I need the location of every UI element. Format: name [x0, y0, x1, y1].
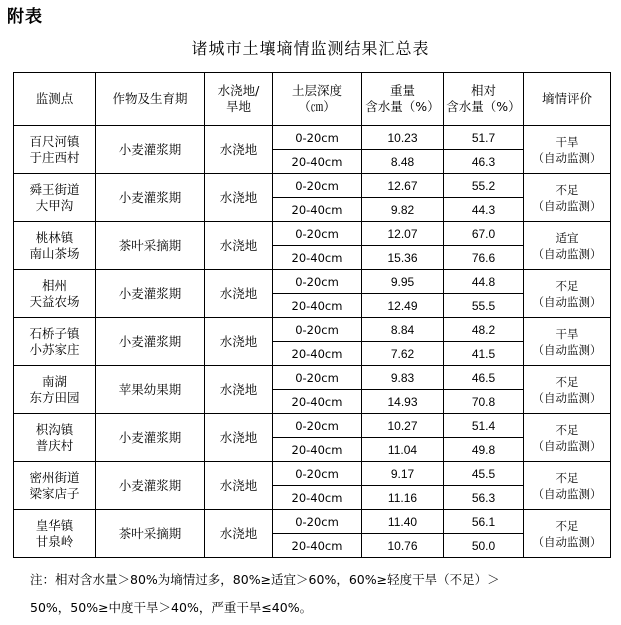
- relative-moisture-cell: 46.3: [444, 150, 524, 174]
- document-title: 诸城市土壤墒情监测结果汇总表: [191, 39, 430, 58]
- table-row: [14, 174, 611, 198]
- depth-cell: 0-20cm: [273, 510, 362, 534]
- crop-cell: 小麦灌浆期: [96, 318, 205, 366]
- depth-cell: 0-20cm: [273, 414, 362, 438]
- irrigation-cell: 水浇地: [205, 270, 273, 318]
- relative-moisture-cell: 46.5: [444, 366, 524, 390]
- footnote-line-1: 注：相对含水量＞80%为墒情过多，80%≥适宜＞60%，60%≥轻度干旱（不足）＞: [30, 572, 500, 587]
- weight-moisture-cell: 8.84: [362, 318, 444, 342]
- relative-moisture-cell: 55.2: [444, 174, 524, 198]
- depth-cell: 20-40cm: [273, 390, 362, 414]
- site-cell: 皇华镇 甘泉岭: [14, 510, 96, 558]
- site-cell: 相州 天益农场: [14, 270, 96, 318]
- weight-moisture-cell: 12.07: [362, 222, 444, 246]
- weight-moisture-cell: 12.49: [362, 294, 444, 318]
- header-irrigation: 水浇地/ 旱地: [205, 73, 273, 126]
- depth-cell: 20-40cm: [273, 198, 362, 222]
- weight-moisture-cell: 9.83: [362, 366, 444, 390]
- irrigation-cell: 水浇地: [205, 510, 273, 558]
- table-row: [14, 270, 611, 294]
- weight-moisture-cell: 10.27: [362, 414, 444, 438]
- table-row: [14, 462, 611, 486]
- evaluation-cell: 不足 （自动监测）: [524, 414, 611, 462]
- weight-moisture-cell: 10.23: [362, 126, 444, 150]
- relative-moisture-cell: 41.5: [444, 342, 524, 366]
- relative-moisture-cell: 50.0: [444, 534, 524, 558]
- depth-cell: 20-40cm: [273, 534, 362, 558]
- depth-cell: 0-20cm: [273, 462, 362, 486]
- weight-moisture-cell: 11.40: [362, 510, 444, 534]
- crop-cell: 小麦灌浆期: [96, 270, 205, 318]
- evaluation-cell: 不足 （自动监测）: [524, 366, 611, 414]
- depth-cell: 20-40cm: [273, 438, 362, 462]
- weight-moisture-cell: 11.16: [362, 486, 444, 510]
- relative-moisture-cell: 56.1: [444, 510, 524, 534]
- depth-cell: 20-40cm: [273, 150, 362, 174]
- weight-moisture-cell: 9.17: [362, 462, 444, 486]
- weight-moisture-cell: 7.62: [362, 342, 444, 366]
- table-row: [14, 510, 611, 534]
- table-row: [14, 222, 611, 246]
- site-cell: 密州街道 梁家店子: [14, 462, 96, 510]
- crop-cell: 小麦灌浆期: [96, 462, 205, 510]
- header-crop: 作物及生育期: [96, 73, 205, 126]
- site-cell: 桃林镇 南山茶场: [14, 222, 96, 270]
- header-site: 监测点: [14, 73, 96, 126]
- header-relative-moisture: 相对 含水量（%）: [444, 73, 524, 126]
- weight-moisture-cell: 9.82: [362, 198, 444, 222]
- crop-cell: 小麦灌浆期: [96, 174, 205, 222]
- relative-moisture-cell: 44.8: [444, 270, 524, 294]
- table-header-row: [14, 73, 611, 126]
- irrigation-cell: 水浇地: [205, 366, 273, 414]
- weight-moisture-cell: 10.76: [362, 534, 444, 558]
- site-cell: 枳沟镇 普庆村: [14, 414, 96, 462]
- table-row: [14, 414, 611, 438]
- relative-moisture-cell: 70.8: [444, 390, 524, 414]
- irrigation-cell: 水浇地: [205, 414, 273, 462]
- site-cell: 南湖 东方田园: [14, 366, 96, 414]
- crop-cell: 茶叶采摘期: [96, 222, 205, 270]
- weight-moisture-cell: 14.93: [362, 390, 444, 414]
- weight-moisture-cell: 15.36: [362, 246, 444, 270]
- depth-cell: 20-40cm: [273, 486, 362, 510]
- irrigation-cell: 水浇地: [205, 174, 273, 222]
- depth-cell: 20-40cm: [273, 294, 362, 318]
- evaluation-cell: 干旱 （自动监测）: [524, 126, 611, 174]
- depth-cell: 20-40cm: [273, 342, 362, 366]
- appendix-label: 附表: [7, 7, 43, 27]
- relative-moisture-cell: 44.3: [444, 198, 524, 222]
- crop-cell: 茶叶采摘期: [96, 510, 205, 558]
- evaluation-cell: 适宜 （自动监测）: [524, 222, 611, 270]
- header-evaluation: 墒情评价: [524, 73, 611, 126]
- site-cell: 石桥子镇 小苏家庄: [14, 318, 96, 366]
- relative-moisture-cell: 56.3: [444, 486, 524, 510]
- depth-cell: 0-20cm: [273, 318, 362, 342]
- crop-cell: 小麦灌浆期: [96, 414, 205, 462]
- crop-cell: 苹果幼果期: [96, 366, 205, 414]
- relative-moisture-cell: 67.0: [444, 222, 524, 246]
- site-cell: 舜王街道 大甲沟: [14, 174, 96, 222]
- depth-cell: 0-20cm: [273, 366, 362, 390]
- relative-moisture-cell: 49.8: [444, 438, 524, 462]
- irrigation-cell: 水浇地: [205, 462, 273, 510]
- irrigation-cell: 水浇地: [205, 126, 273, 174]
- crop-cell: 小麦灌浆期: [96, 126, 205, 174]
- relative-moisture-cell: 48.2: [444, 318, 524, 342]
- weight-moisture-cell: 8.48: [362, 150, 444, 174]
- soil-moisture-table: [13, 72, 611, 558]
- relative-moisture-cell: 51.4: [444, 414, 524, 438]
- evaluation-cell: 不足 （自动监测）: [524, 174, 611, 222]
- footnote-line-2: 50%，50%≥中度干旱＞40%，严重干旱≤40%。: [30, 600, 313, 615]
- evaluation-cell: 干旱 （自动监测）: [524, 318, 611, 366]
- evaluation-cell: 不足 （自动监测）: [524, 462, 611, 510]
- relative-moisture-cell: 45.5: [444, 462, 524, 486]
- irrigation-cell: 水浇地: [205, 222, 273, 270]
- header-weight-moisture: 重量 含水量（%）: [362, 73, 444, 126]
- site-cell: 百尺河镇 于庄西村: [14, 126, 96, 174]
- relative-moisture-cell: 76.6: [444, 246, 524, 270]
- weight-moisture-cell: 9.95: [362, 270, 444, 294]
- table-footnote: [30, 566, 610, 622]
- header-depth: 土层深度 （㎝）: [273, 73, 362, 126]
- depth-cell: 0-20cm: [273, 270, 362, 294]
- table-row: [14, 366, 611, 390]
- depth-cell: 0-20cm: [273, 222, 362, 246]
- relative-moisture-cell: 55.5: [444, 294, 524, 318]
- relative-moisture-cell: 51.7: [444, 126, 524, 150]
- table-row: [14, 126, 611, 150]
- table-row: [14, 318, 611, 342]
- depth-cell: 0-20cm: [273, 174, 362, 198]
- evaluation-cell: 不足 （自动监测）: [524, 270, 611, 318]
- evaluation-cell: 不足 （自动监测）: [524, 510, 611, 558]
- depth-cell: 0-20cm: [273, 126, 362, 150]
- weight-moisture-cell: 12.67: [362, 174, 444, 198]
- weight-moisture-cell: 11.04: [362, 438, 444, 462]
- irrigation-cell: 水浇地: [205, 318, 273, 366]
- depth-cell: 20-40cm: [273, 246, 362, 270]
